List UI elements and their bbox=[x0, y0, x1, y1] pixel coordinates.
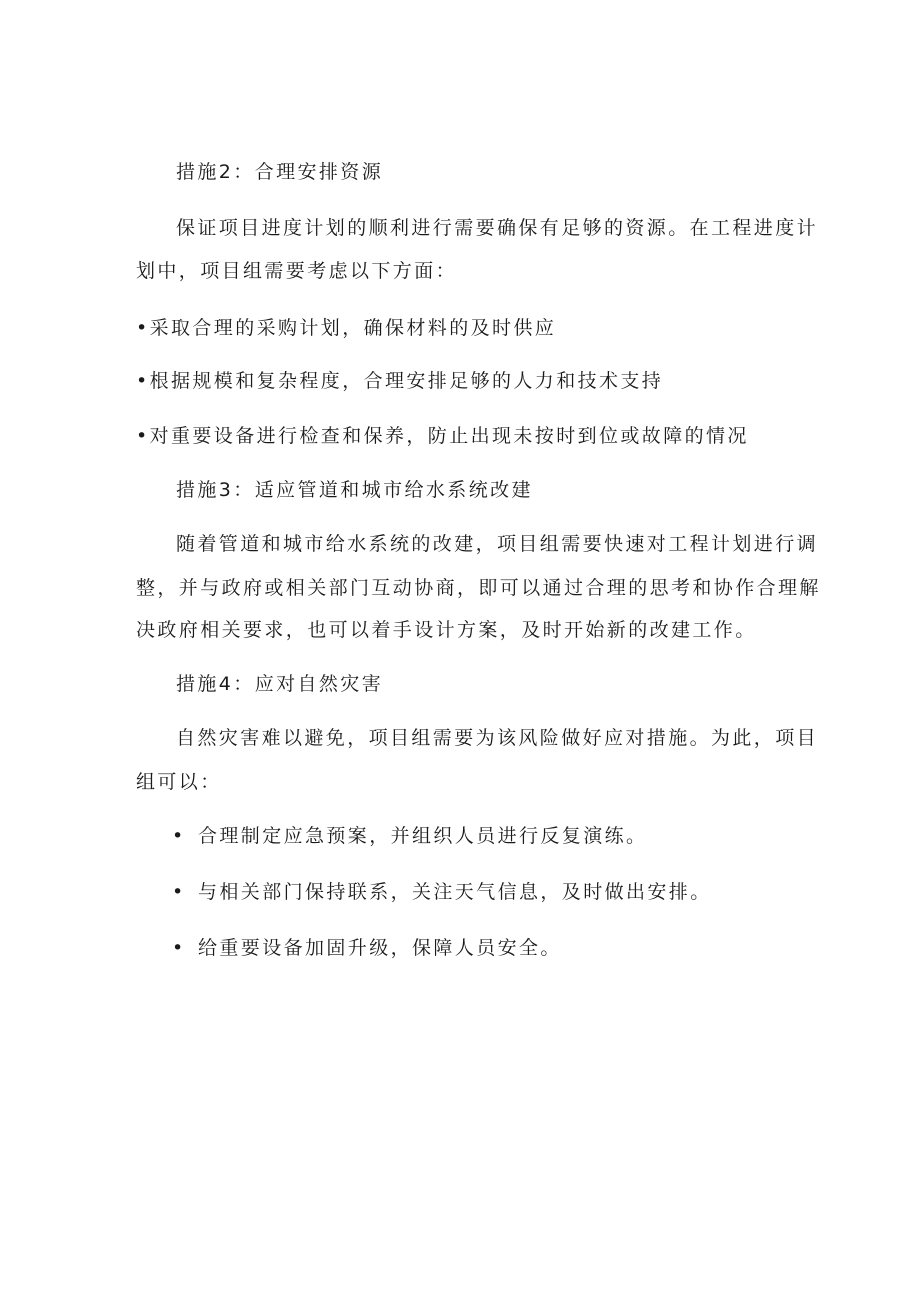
paragraph-3-line-2: 组可以： bbox=[136, 771, 222, 793]
list-item-weather-contact: 与相关部门保持联系，关注天气信息，及时做出安排。 bbox=[198, 881, 712, 903]
bullet-dot: • bbox=[172, 937, 184, 959]
paragraph-3-line-1: 自然灾害难以避免，项目组需要为该风险做好应对措施。为此，项目 bbox=[176, 727, 819, 749]
paragraph-2-line-3: 决政府相关要求，也可以着手设计方案，及时开始新的改建工作。 bbox=[136, 619, 757, 641]
list-item-equipment-upgrade: 给重要设备加固升级，保障人员安全。 bbox=[198, 937, 562, 959]
paragraph-2-line-2: 整，并与政府或相关部门互动协商，即可以通过合理的思考和协作合理解 bbox=[136, 577, 821, 599]
paragraph-1-line-1: 保证项目进度计划的顺利进行需要确保有足够的资源。在工程进度计 bbox=[176, 217, 819, 239]
paragraph-1-line-2: 划中，项目组需要考虑以下方面： bbox=[136, 260, 458, 282]
list-item-procurement: •采取合理的采购计划，确保材料的及时供应 bbox=[136, 317, 557, 339]
paragraph-2-line-1: 随着管道和城市给水系统的改建，项目组需要快速对工程计划进行调 bbox=[176, 533, 819, 555]
heading-measure-2: 措施2：合理安排资源 bbox=[176, 161, 384, 183]
bullet-dot: • bbox=[172, 825, 184, 847]
list-item-emergency-plan: 合理制定应急预案，并组织人员进行反复演练。 bbox=[198, 825, 648, 847]
list-item-manpower: •根据规模和复杂程度，合理安排足够的人力和技术支持 bbox=[136, 370, 664, 392]
list-item-equipment-check: •对重要设备进行检查和保养，防止出现未按时到位或故障的情况 bbox=[136, 425, 749, 447]
heading-measure-3: 措施3：适应管道和城市给水系统改建 bbox=[176, 479, 533, 501]
bullet-dot: • bbox=[172, 881, 184, 903]
heading-measure-4: 措施4：应对自然灾害 bbox=[176, 673, 384, 695]
